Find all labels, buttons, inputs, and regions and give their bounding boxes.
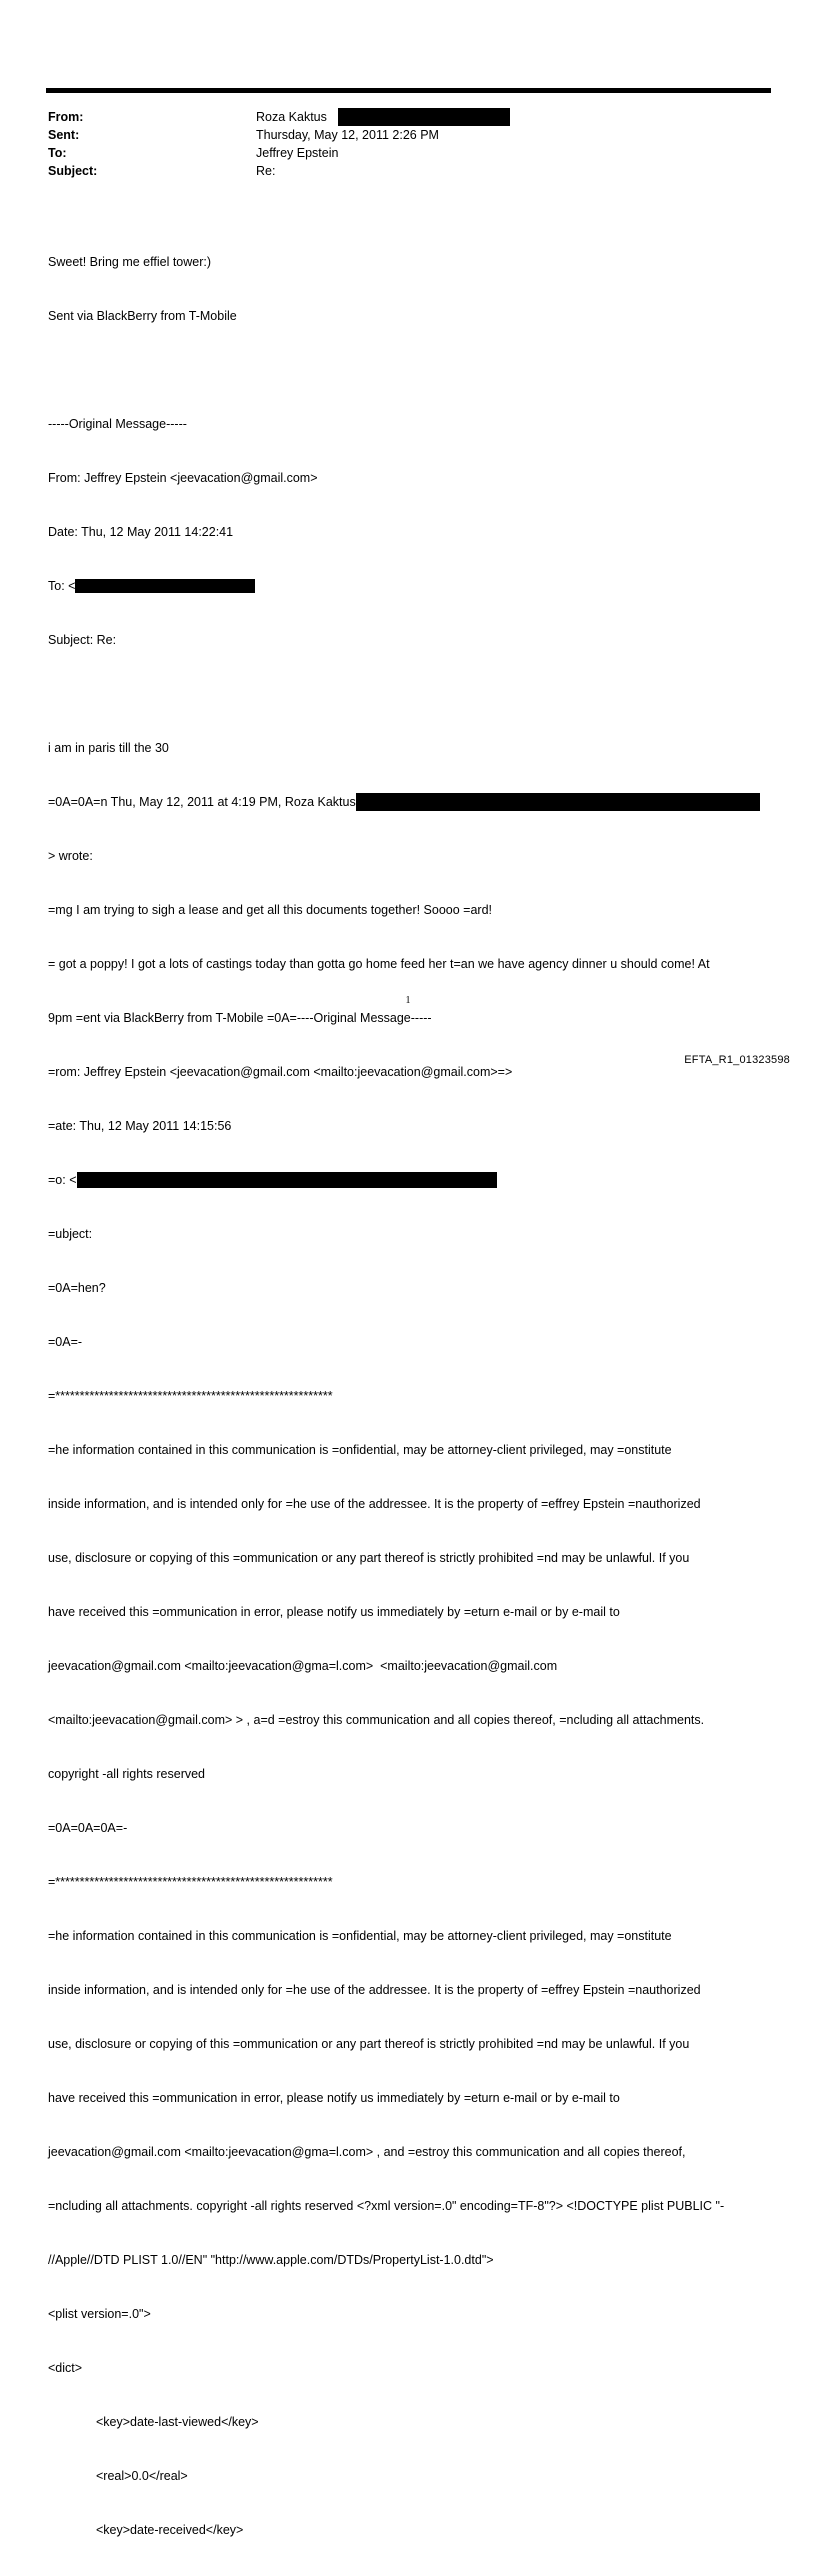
blank-line [48, 361, 773, 379]
body-line: <dict> [48, 2361, 83, 2375]
body-line-with-redaction: =o: < [48, 1171, 773, 1189]
email-body [48, 217, 773, 2557]
redaction-box [77, 1172, 497, 1188]
body-line: jeevacation@gmail.com <mailto:jeevacation@gma=l.com> , and =estroy this communication and all copies thereof, [48, 2145, 686, 2159]
redaction-box [75, 579, 255, 593]
body-line: =he information contained in this communication is =onfidential, may be attorney-client privileged, may =onstitute [48, 1443, 672, 1457]
body-line: =********************************************************* [48, 1875, 333, 1889]
body-line: =********************************************************* [48, 1389, 333, 1403]
body-line: <mailto:jeevacation@gmail.com> > , a=d =estroy this communication and all copies thereof, =ncluding all attachments. [48, 1713, 705, 1727]
body-line: have received this =ommunication in error, please notify us immediately by =eturn e-mail or by e-mail to [48, 2091, 620, 2105]
body-line: <key>date-last-viewed</key> [96, 2415, 259, 2429]
subject-row [48, 162, 510, 180]
body-line-with-redaction: =0A=0A=n Thu, May 12, 2011 at 4:19 PM, Roza Kaktus [48, 793, 773, 811]
body-line: =0A=hen? [48, 1281, 106, 1295]
from-row [48, 108, 510, 126]
subject-label: Subject: [48, 164, 98, 178]
body-line: copyright -all rights reserved [48, 1767, 206, 1781]
body-line: have received this =ommunication in error, please notify us immediately by =eturn e-mail or by e-mail to [48, 1605, 620, 1619]
body-line: <plist version=.0"> [48, 2307, 151, 2321]
body-line: Sent via BlackBerry from T-Mobile [48, 309, 237, 323]
body-line: inside information, and is intended only for =he use of the addressee. It is the property of =effrey Epstein =nauthorized [48, 1497, 701, 1511]
body-line: =ncluding all attachments. copyright -all rights reserved <?xml version=.0" encoding=TF-8"?> <!DOCTYPE plist PUBLIC "- [48, 2199, 725, 2213]
body-line: =rom: Jeffrey Epstein <jeevacation@gmail.com <mailto:jeevacation@gmail.com>=> [48, 1065, 513, 1079]
body-line: =ate: Thu, 12 May 2011 14:15:56 [48, 1119, 232, 1133]
blank-line [48, 685, 773, 703]
top-rule [46, 88, 771, 93]
to-row [48, 144, 510, 162]
body-line: = got a poppy! I got a lots of castings today than gotta go home feed her t=an we have agency dinner u should come! At [48, 957, 710, 971]
body-line: =0A=0A=0A=- [48, 1821, 128, 1835]
body-line: Date: Thu, 12 May 2011 14:22:41 [48, 525, 234, 539]
body-line: =mg I am trying to sigh a lease and get all this documents together! Soooo =ard! [48, 903, 493, 917]
bates-number: EFTA_R1_01323598 [684, 1054, 790, 1066]
body-line: inside information, and is intended only for =he use of the addressee. It is the property of =effrey Epstein =nauthorized [48, 1983, 701, 1997]
to-label: To: [48, 146, 67, 160]
body-line: <key>date-received</key> [96, 2523, 244, 2537]
body-line: > wrote: [48, 849, 93, 863]
sent-value: Thursday, May 12, 2011 2:26 PM [256, 128, 439, 142]
body-line: From: Jeffrey Epstein <jeevacation@gmail.com> [48, 471, 318, 485]
body-line: 9pm =ent via BlackBerry from T-Mobile =0A=----Original Message----- [48, 1011, 432, 1025]
redaction-box [338, 108, 510, 126]
subject-value: Re: [256, 164, 276, 178]
body-line: =0A=- [48, 1335, 83, 1349]
body-line: =ubject: [48, 1227, 93, 1241]
body-line: use, disclosure or copying of this =ommunication or any part thereof is strictly prohibited =nd may be unlawful. If you [48, 1551, 690, 1565]
body-line: -----Original Message----- [48, 417, 187, 431]
body-line: Sweet! Bring me effiel tower:) [48, 255, 212, 269]
from-label: From: [48, 110, 84, 124]
sent-label: Sent: [48, 128, 80, 142]
body-line-with-redaction: To: < [48, 577, 773, 595]
redaction-box [356, 793, 760, 811]
body-line: Subject: Re: [48, 633, 117, 647]
from-value: Roza Kaktus [256, 110, 327, 124]
body-line: jeevacation@gmail.com <mailto:jeevacation@gma=l.com> <mailto:jeevacation@gmail.com [48, 1659, 558, 1673]
sent-row [48, 126, 510, 144]
body-line: i am in paris till the 30 [48, 741, 169, 755]
body-line: use, disclosure or copying of this =ommunication or any part thereof is strictly prohibited =nd may be unlawful. If you [48, 2037, 690, 2051]
page-number: 1 [405, 995, 411, 1006]
body-line: //Apple//DTD PLIST 1.0//EN" "http://www.apple.com/DTDs/PropertyList-1.0.dtd"> [48, 2253, 494, 2267]
body-line: =he information contained in this communication is =onfidential, may be attorney-client privileged, may =onstitute [48, 1929, 672, 1943]
body-line: <real>0.0</real> [96, 2469, 188, 2483]
email-header [48, 108, 510, 180]
to-value: Jeffrey Epstein [256, 146, 339, 160]
